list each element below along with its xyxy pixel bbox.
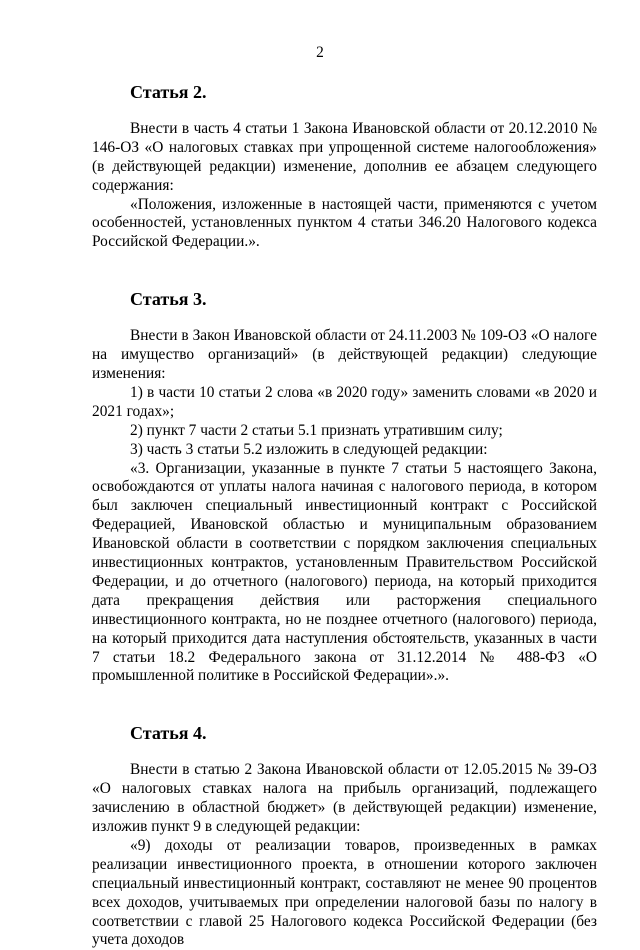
article-3 <box>92 290 597 686</box>
paragraph: «Положения, изложенные в настоящей части, применяются с учетом особенностей, установленных пунктом 4 статьи 346.20 Налогового кодекса Российской Федерации.». <box>92 195 597 251</box>
paragraph: 2) пункт 7 части 2 статьи 5.1 признать утратившим силу; <box>130 421 503 439</box>
article-2 <box>92 83 597 252</box>
article-title: Статья 4. <box>130 723 207 744</box>
paragraph: «9) доходы от реализации товаров, произведенных в рамках реализации инвестиционного проекта, в отношении которого заключен специальный инвестиционный контракт, составляют не менее 90 процентов всех доходов, учитываемых при определении налоговой базы по налогу в соответствии с главой 25 Налогового кодекса Российской Федерации (без учета доходов <box>92 836 597 949</box>
document-body <box>92 83 597 950</box>
paragraph: 3) часть 3 статьи 5.2 изложить в следующей редакции: <box>130 440 488 458</box>
page-number: 2 <box>316 44 324 61</box>
article-title: Статья 2. <box>130 82 207 102</box>
article-4 <box>92 724 597 950</box>
paragraph: 1) в части 10 статьи 2 слова «в 2020 году» заменить словами «в 2020 и 2021 годах»; <box>92 383 597 420</box>
paragraph: «3. Организации, указанные в пункте 7 статьи 5 настоящего Закона, освобождаются от уплаты налога начиная с налогового периода, в котором был заключен специальный инвестиционный контракт с Российской Федерацией, Ивановской областью и муниципальным образованием Ивановской области в соответствии с порядком заключения специальных инвестиционных контрактов, установленным Правительством Российской Федерации, и до отчетного (налогового) периода, на который приходится дата прекращения действия или расторжения специального инвестиционного контракта, но не позднее отчетного (налогового) периода, на который приходится дата наступления обстоятельств, указанных в части 7 статьи 18.2 Федерального закона от 31.12.2014 № 488-ФЗ «О промышленной политике в Российской Федерации».». <box>92 459 597 685</box>
article-title: Статья 3. <box>130 289 207 310</box>
paragraph: Внести в часть 4 статьи 1 Закона Ивановской области от 20.12.2010 № 146-ОЗ «О налоговых ставках при упрощенной системе налогообложения» (в действующей редакции) изменение, дополнив ее абзацем следующего содержания: <box>92 119 597 194</box>
paragraph: Внести в статью 2 Закона Ивановской области от 12.05.2015 № 39-ОЗ «О налоговых ставках налога на прибыль организаций, подлежащего зачислению в областной бюджет» (в действующей редакции) изменение, изложив пункт 9 в следующей редакции: <box>92 761 597 835</box>
paragraph: Внести в Закон Ивановской области от 24.11.2003 № 109-ОЗ «О налоге на имущество организаций» (в действующей редакции) следующие изменения: <box>92 327 597 382</box>
